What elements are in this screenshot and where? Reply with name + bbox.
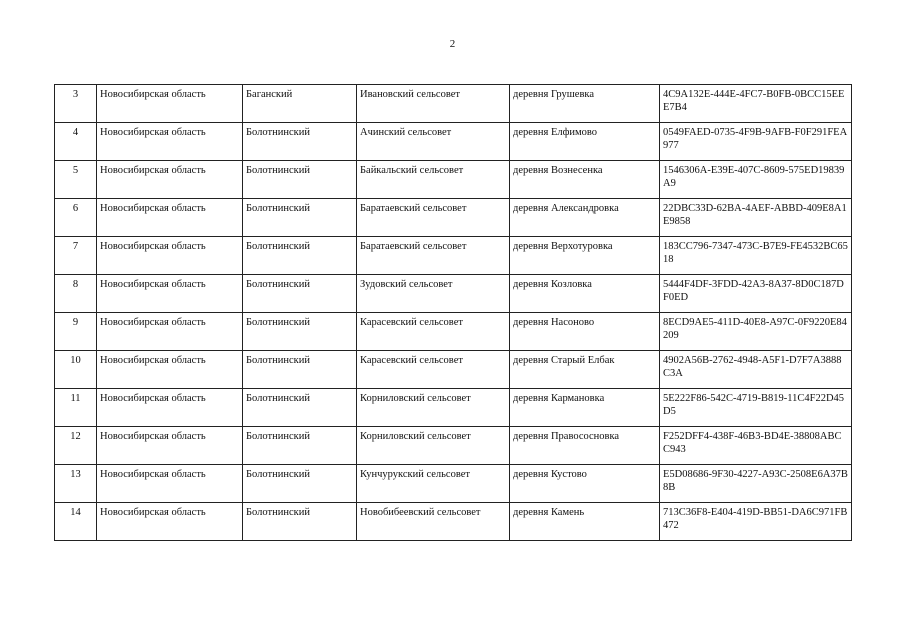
guid-cell: 5E222F86-542C-4719-B819-11C4F22D45D5 bbox=[660, 389, 852, 427]
council-cell: Зудовский сельсовет bbox=[357, 275, 510, 313]
council-cell: Баратаевский сельсовет bbox=[357, 237, 510, 275]
guid-cell: F252DFF4-438F-46B3-BD4E-38808ABCC943 bbox=[660, 427, 852, 465]
district-cell: Болотнинский bbox=[243, 237, 357, 275]
district-cell: Болотнинский bbox=[243, 389, 357, 427]
region-cell: Новосибирская область bbox=[97, 275, 243, 313]
row-number-cell: 12 bbox=[55, 427, 97, 465]
settlements-table bbox=[54, 84, 852, 541]
guid-cell: 1546306A-E39E-407C-8609-575ED19839A9 bbox=[660, 161, 852, 199]
guid-cell: 5444F4DF-3FDD-42A3-8A37-8D0C187DF0ED bbox=[660, 275, 852, 313]
council-cell: Ачинский сельсовет bbox=[357, 123, 510, 161]
table-row bbox=[55, 85, 852, 123]
row-number-cell: 11 bbox=[55, 389, 97, 427]
settlement-cell: деревня Насоново bbox=[510, 313, 660, 351]
table-row bbox=[55, 313, 852, 351]
table-row bbox=[55, 351, 852, 389]
region-cell: Новосибирская область bbox=[97, 389, 243, 427]
row-number-cell: 6 bbox=[55, 199, 97, 237]
table-row bbox=[55, 237, 852, 275]
council-cell: Новобибеевский сельсовет bbox=[357, 503, 510, 541]
table-row bbox=[55, 427, 852, 465]
settlement-cell: деревня Александровка bbox=[510, 199, 660, 237]
row-number-cell: 4 bbox=[55, 123, 97, 161]
council-cell: Баратаевский сельсовет bbox=[357, 199, 510, 237]
guid-cell: 8ECD9AE5-411D-40E8-A97C-0F9220E84209 bbox=[660, 313, 852, 351]
settlement-cell: деревня Кустово bbox=[510, 465, 660, 503]
region-cell: Новосибирская область bbox=[97, 123, 243, 161]
table-row bbox=[55, 389, 852, 427]
council-cell: Карасевский сельсовет bbox=[357, 313, 510, 351]
settlement-cell: деревня Старый Елбак bbox=[510, 351, 660, 389]
settlement-cell: деревня Грушевка bbox=[510, 85, 660, 123]
guid-cell: E5D08686-9F30-4227-A93C-2508E6A37B8B bbox=[660, 465, 852, 503]
row-number-cell: 13 bbox=[55, 465, 97, 503]
settlement-cell: деревня Кармановка bbox=[510, 389, 660, 427]
row-number-cell: 9 bbox=[55, 313, 97, 351]
row-number-cell: 7 bbox=[55, 237, 97, 275]
council-cell: Байкальский сельсовет bbox=[357, 161, 510, 199]
table-row bbox=[55, 199, 852, 237]
row-number-cell: 5 bbox=[55, 161, 97, 199]
page-number: 2 bbox=[449, 38, 456, 50]
region-cell: Новосибирская область bbox=[97, 503, 243, 541]
region-cell: Новосибирская область bbox=[97, 313, 243, 351]
guid-cell: 0549FAED-0735-4F9B-9AFB-F0F291FEA977 bbox=[660, 123, 852, 161]
settlement-cell: деревня Вознесенка bbox=[510, 161, 660, 199]
table-row bbox=[55, 275, 852, 313]
district-cell: Болотнинский bbox=[243, 123, 357, 161]
settlement-cell: деревня Камень bbox=[510, 503, 660, 541]
table-row bbox=[55, 465, 852, 503]
settlement-cell: деревня Правососновка bbox=[510, 427, 660, 465]
settlement-cell: деревня Верхотуровка bbox=[510, 237, 660, 275]
row-number-cell: 14 bbox=[55, 503, 97, 541]
region-cell: Новосибирская область bbox=[97, 199, 243, 237]
guid-cell: 22DBC33D-62BA-4AEF-ABBD-409E8A1E9858 bbox=[660, 199, 852, 237]
region-cell: Новосибирская область bbox=[97, 427, 243, 465]
region-cell: Новосибирская область bbox=[97, 85, 243, 123]
council-cell: Ивановский сельсовет bbox=[357, 85, 510, 123]
district-cell: Болотнинский bbox=[243, 427, 357, 465]
table-body bbox=[55, 85, 852, 541]
guid-cell: 713C36F8-E404-419D-BB51-DA6C971FB472 bbox=[660, 503, 852, 541]
district-cell: Болотнинский bbox=[243, 161, 357, 199]
guid-cell: 4C9A132E-444E-4FC7-B0FB-0BCC15EEE7B4 bbox=[660, 85, 852, 123]
row-number-cell: 8 bbox=[55, 275, 97, 313]
region-cell: Новосибирская область bbox=[97, 465, 243, 503]
table-row bbox=[55, 503, 852, 541]
district-cell: Болотнинский bbox=[243, 351, 357, 389]
row-number-cell: 10 bbox=[55, 351, 97, 389]
settlement-cell: деревня Козловка bbox=[510, 275, 660, 313]
region-cell: Новосибирская область bbox=[97, 161, 243, 199]
table-row bbox=[55, 161, 852, 199]
council-cell: Карасевский сельсовет bbox=[357, 351, 510, 389]
guid-cell: 183CC796-7347-473C-B7E9-FE4532BC6518 bbox=[660, 237, 852, 275]
district-cell: Болотнинский bbox=[243, 275, 357, 313]
district-cell: Болотнинский bbox=[243, 465, 357, 503]
district-cell: Болотнинский bbox=[243, 199, 357, 237]
row-number-cell: 3 bbox=[55, 85, 97, 123]
table-row bbox=[55, 123, 852, 161]
district-cell: Болотнинский bbox=[243, 313, 357, 351]
region-cell: Новосибирская область bbox=[97, 351, 243, 389]
settlement-cell: деревня Елфимово bbox=[510, 123, 660, 161]
council-cell: Корниловский сельсовет bbox=[357, 427, 510, 465]
district-cell: Баганский bbox=[243, 85, 357, 123]
district-cell: Болотнинский bbox=[243, 503, 357, 541]
council-cell: Корниловский сельсовет bbox=[357, 389, 510, 427]
region-cell: Новосибирская область bbox=[97, 237, 243, 275]
council-cell: Кунчурукский сельсовет bbox=[357, 465, 510, 503]
guid-cell: 4902A56B-2762-4948-A5F1-D7F7A3888C3A bbox=[660, 351, 852, 389]
